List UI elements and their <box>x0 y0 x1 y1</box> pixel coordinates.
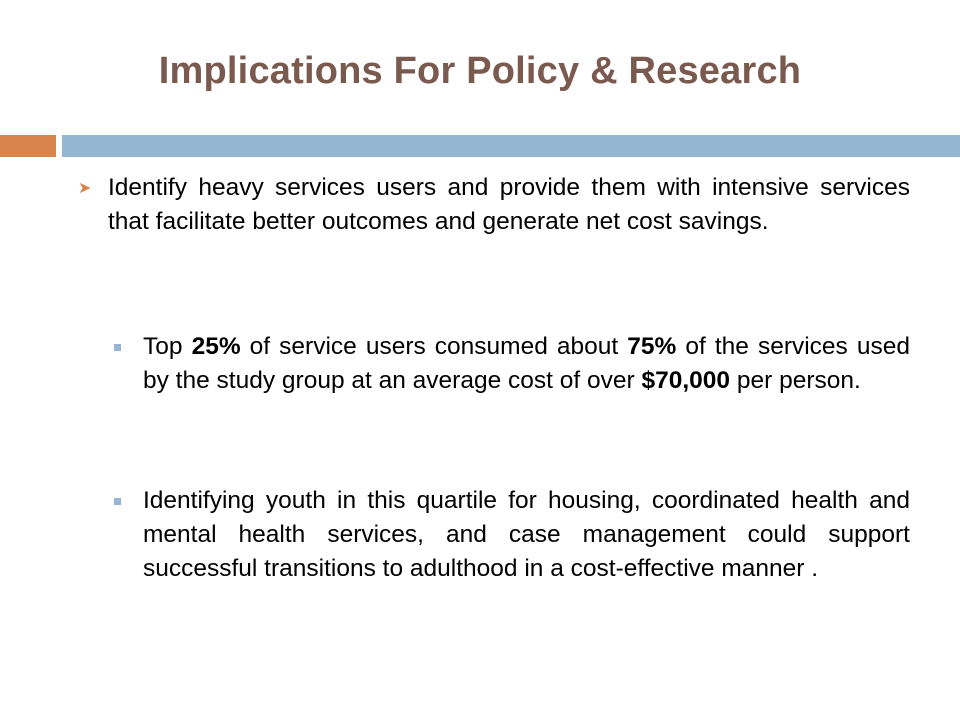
square-bullet-icon <box>114 498 121 505</box>
square-bullet-icon <box>114 344 121 351</box>
bullet-text-part: of service users consumed about <box>240 333 628 360</box>
bullet-text-part: per person. <box>730 367 861 394</box>
bold-value-75-percent: 75% <box>627 333 677 360</box>
bullet-text-part: Top <box>143 333 192 360</box>
bullet-heavy-users: Identify heavy services users and provide them with intensive services that facilitate better outcomes and generate net cost savings. <box>108 174 910 235</box>
bullet-identifying-youth: Identifying youth in this quartile for housing, coordinated health and mental health services, and case management could support successful transitions to adulthood in a cost-effective manner . <box>143 487 910 582</box>
arrowhead-icon: ➤ <box>78 180 92 197</box>
bullet-top-25-percent <box>143 330 910 398</box>
bold-value-25-percent: 25% <box>191 333 241 360</box>
bold-value-70000: $70,000 <box>641 367 731 394</box>
slide-title: Implications For Policy & Research <box>158 50 802 92</box>
bullet-text-part: of the services used by the study group at an average cost of over <box>143 333 910 394</box>
